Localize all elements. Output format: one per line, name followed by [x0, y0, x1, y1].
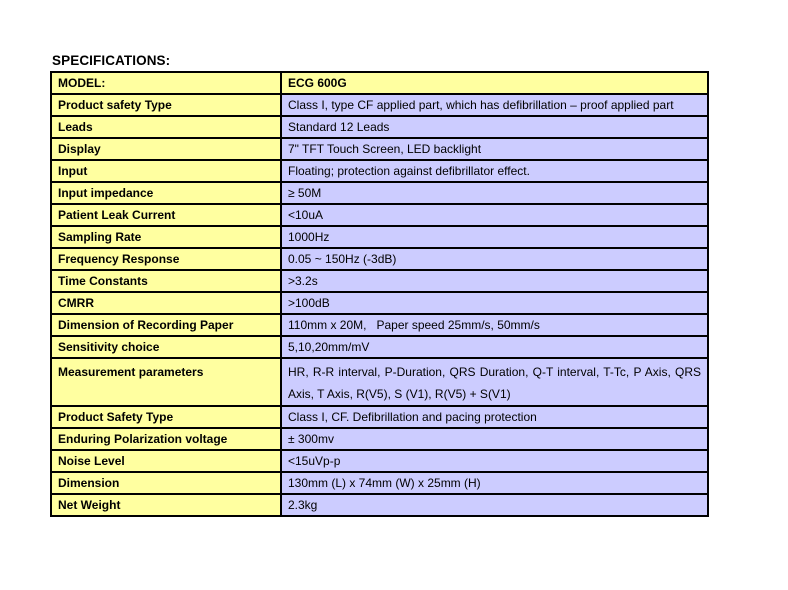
model-value: ECG 600G [281, 72, 708, 94]
spec-label: Enduring Polarization voltage [51, 428, 281, 450]
spec-label: Input impedance [51, 182, 281, 204]
table-row [51, 358, 708, 406]
table-row [51, 116, 708, 138]
spec-value: Class I, CF. Defibrillation and pacing protection [281, 406, 708, 428]
spec-label: Dimension of Recording Paper [51, 314, 281, 336]
spec-value: 110mm x 20M, Paper speed 25mm/s, 50mm/s [281, 314, 708, 336]
table-row [51, 270, 708, 292]
table-row [51, 94, 708, 116]
spec-value: >100dB [281, 292, 708, 314]
spec-label: Dimension [51, 472, 281, 494]
table-row [51, 138, 708, 160]
table-row [51, 204, 708, 226]
table-row [51, 248, 708, 270]
table-row [51, 494, 708, 516]
spec-value: 7" TFT Touch Screen, LED backlight [281, 138, 708, 160]
spec-value: >3.2s [281, 270, 708, 292]
spec-value: 1000Hz [281, 226, 708, 248]
spec-value: 2.3kg [281, 494, 708, 516]
spec-label: Product Safety Type [51, 406, 281, 428]
spec-value: 0.05 ~ 150Hz (-3dB) [281, 248, 708, 270]
page-title: SPECIFICATIONS: [52, 53, 171, 68]
table-row [51, 182, 708, 204]
table-row [51, 314, 708, 336]
spec-value: 130mm (L) x 74mm (W) x 25mm (H) [281, 472, 708, 494]
table-row [51, 226, 708, 248]
spec-label: Noise Level [51, 450, 281, 472]
spec-value: <10uA [281, 204, 708, 226]
specifications-table [50, 71, 709, 517]
table-row [51, 428, 708, 450]
spec-value: 5,10,20mm/mV [281, 336, 708, 358]
model-label: MODEL: [51, 72, 281, 94]
spec-label: Leads [51, 116, 281, 138]
spec-label: Time Constants [51, 270, 281, 292]
spec-value: HR, R-R interval, P-Duration, QRS Duration, Q-T interval, T-Tc, P Axis, QRS Axis, T Axis, R(V5), S (V1), R(V5) + S(V1) [281, 358, 708, 406]
table-row [51, 160, 708, 182]
spec-value: <15uVp-p [281, 450, 708, 472]
table-row [51, 292, 708, 314]
table-row [51, 472, 708, 494]
spec-value: ± 300mv [281, 428, 708, 450]
spec-label: Frequency Response [51, 248, 281, 270]
spec-label: Sensitivity choice [51, 336, 281, 358]
spec-value: Floating; protection against defibrillator effect. [281, 160, 708, 182]
spec-value: Standard 12 Leads [281, 116, 708, 138]
spec-label: Patient Leak Current [51, 204, 281, 226]
table-row [51, 450, 708, 472]
table-row [51, 336, 708, 358]
spec-label: Sampling Rate [51, 226, 281, 248]
spec-label: CMRR [51, 292, 281, 314]
table-row [51, 406, 708, 428]
spec-value: Class I, type CF applied part, which has defibrillation – proof applied part [281, 94, 708, 116]
spec-label: Product safety Type [51, 94, 281, 116]
spec-label: Measurement parameters [51, 358, 281, 406]
table-header-row [51, 72, 708, 94]
spec-value: ≥ 50M [281, 182, 708, 204]
spec-label: Net Weight [51, 494, 281, 516]
spec-label: Input [51, 160, 281, 182]
spec-label: Display [51, 138, 281, 160]
